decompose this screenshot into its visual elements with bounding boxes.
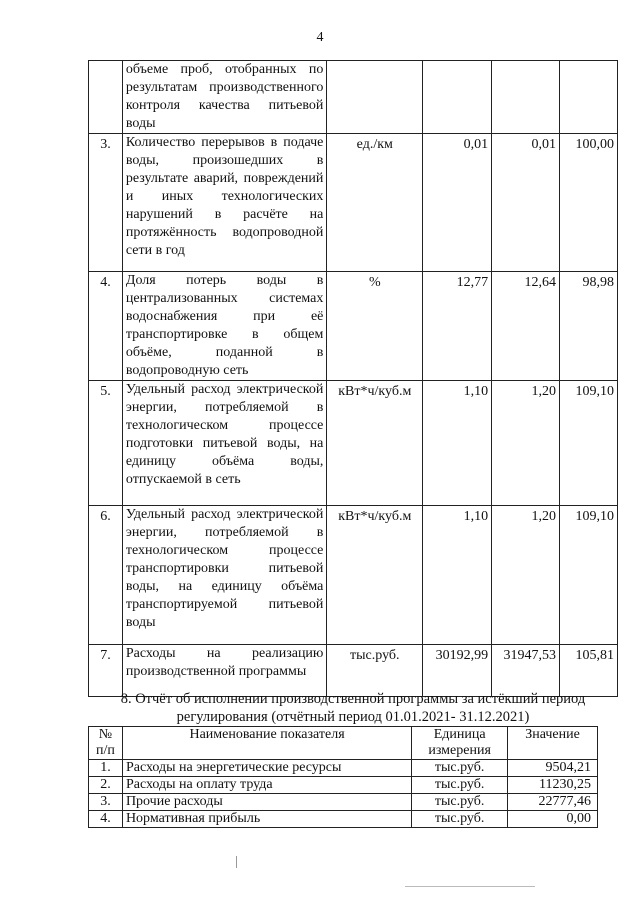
value-percent: 109,10 bbox=[560, 506, 618, 645]
row-number: 5. bbox=[89, 381, 123, 506]
unit-cell: тыс.руб. bbox=[412, 811, 508, 828]
value-percent: 98,98 bbox=[560, 272, 618, 381]
unit-cell: ед./км bbox=[327, 134, 423, 272]
row-number: 3. bbox=[89, 794, 123, 811]
row-number: 7. bbox=[89, 645, 123, 697]
section-8-title-line2: регулирования (отчётный период 01.01.2021- 31.12.2021) bbox=[176, 709, 530, 725]
indicator-name: Расходы на энергетические ресурсы bbox=[122, 760, 411, 777]
value-fact bbox=[492, 61, 560, 134]
page-number: 4 bbox=[316, 30, 324, 45]
unit-cell bbox=[327, 61, 423, 134]
unit-cell: тыс.руб. bbox=[412, 794, 508, 811]
row-number: 3. bbox=[89, 134, 123, 272]
indicator-name: Прочие расходы bbox=[122, 794, 411, 811]
header-unit: Единица измерения bbox=[412, 727, 508, 760]
report-table bbox=[88, 726, 598, 828]
indicator-name: объеме проб, отобранных по результатам производственного контроля качества питьевой воды bbox=[122, 61, 327, 134]
row-number: 4. bbox=[89, 272, 123, 381]
table-row bbox=[89, 794, 598, 811]
indicator-name: Расходы на реализацию производственной программы bbox=[122, 645, 327, 697]
indicator-name: Удельный расход электрической энергии, потребляемой в технологическом процессе подготовки питьевой воды, на единицу объёма воды, отпускаемой в сеть bbox=[122, 381, 327, 506]
table-row bbox=[89, 811, 598, 828]
scan-mark bbox=[405, 886, 535, 887]
indicators-table bbox=[88, 60, 618, 697]
table-row bbox=[89, 61, 618, 134]
table-row bbox=[89, 381, 618, 506]
value-cell: 9504,21 bbox=[508, 760, 598, 777]
table-row bbox=[89, 645, 618, 697]
value-cell: 22777,46 bbox=[508, 794, 598, 811]
unit-cell: тыс.руб. bbox=[327, 645, 423, 697]
indicator-name: Удельный расход электрической энергии, потребляемой в технологическом процессе транспортировки питьевой воды, на единицу объёма транспортируемой питьевой воды bbox=[122, 506, 327, 645]
table-header-row bbox=[89, 727, 598, 760]
row-number bbox=[89, 61, 123, 134]
table-row bbox=[89, 760, 598, 777]
unit-cell: кВт*ч/куб.м bbox=[327, 381, 423, 506]
value-fact: 31947,53 bbox=[492, 645, 560, 697]
row-number: 4. bbox=[89, 811, 123, 828]
value-plan: 0,01 bbox=[423, 134, 492, 272]
section-8-title bbox=[88, 690, 618, 726]
value-percent: 100,00 bbox=[560, 134, 618, 272]
value-fact: 12,64 bbox=[492, 272, 560, 381]
header-name: Наименование показателя bbox=[122, 727, 411, 760]
value-plan: 12,77 bbox=[423, 272, 492, 381]
value-plan: 1,10 bbox=[423, 381, 492, 506]
indicator-name: Расходы на оплату труда bbox=[122, 777, 411, 794]
table-row bbox=[89, 272, 618, 381]
header-number: № п/п bbox=[89, 727, 123, 760]
header-value: Значение bbox=[508, 727, 598, 760]
value-cell: 11230,25 bbox=[508, 777, 598, 794]
unit-cell: тыс.руб. bbox=[412, 777, 508, 794]
value-plan: 30192,99 bbox=[423, 645, 492, 697]
value-fact: 1,20 bbox=[492, 506, 560, 645]
value-cell: 0,00 bbox=[508, 811, 598, 828]
unit-cell: % bbox=[327, 272, 423, 381]
scan-mark bbox=[236, 856, 237, 868]
value-percent: 105,81 bbox=[560, 645, 618, 697]
row-number: 6. bbox=[89, 506, 123, 645]
unit-cell: кВт*ч/куб.м bbox=[327, 506, 423, 645]
table-row bbox=[89, 134, 618, 272]
table-row bbox=[89, 777, 598, 794]
value-percent: 109,10 bbox=[560, 381, 618, 506]
row-number: 1. bbox=[89, 760, 123, 777]
row-number: 2. bbox=[89, 777, 123, 794]
value-plan: 1,10 bbox=[423, 506, 492, 645]
value-fact: 0,01 bbox=[492, 134, 560, 272]
table-row bbox=[89, 506, 618, 645]
value-plan bbox=[423, 61, 492, 134]
section-8-title-line1: 8. Отчёт об исполнении производственной программы за истёкший период bbox=[120, 691, 586, 707]
value-fact: 1,20 bbox=[492, 381, 560, 506]
unit-cell: тыс.руб. bbox=[412, 760, 508, 777]
indicator-name: Нормативная прибыль bbox=[122, 811, 411, 828]
indicator-name: Количество перерывов в подаче воды, произошедших в результате аварий, повреждений и иных технологических нарушений в расчёте на протяжённость водопроводной сети в год bbox=[122, 134, 327, 272]
value-percent bbox=[560, 61, 618, 134]
indicator-name: Доля потерь воды в централизованных системах водоснабжения при её транспортировке в общем объёме, поданной в водопроводную сеть bbox=[122, 272, 327, 381]
